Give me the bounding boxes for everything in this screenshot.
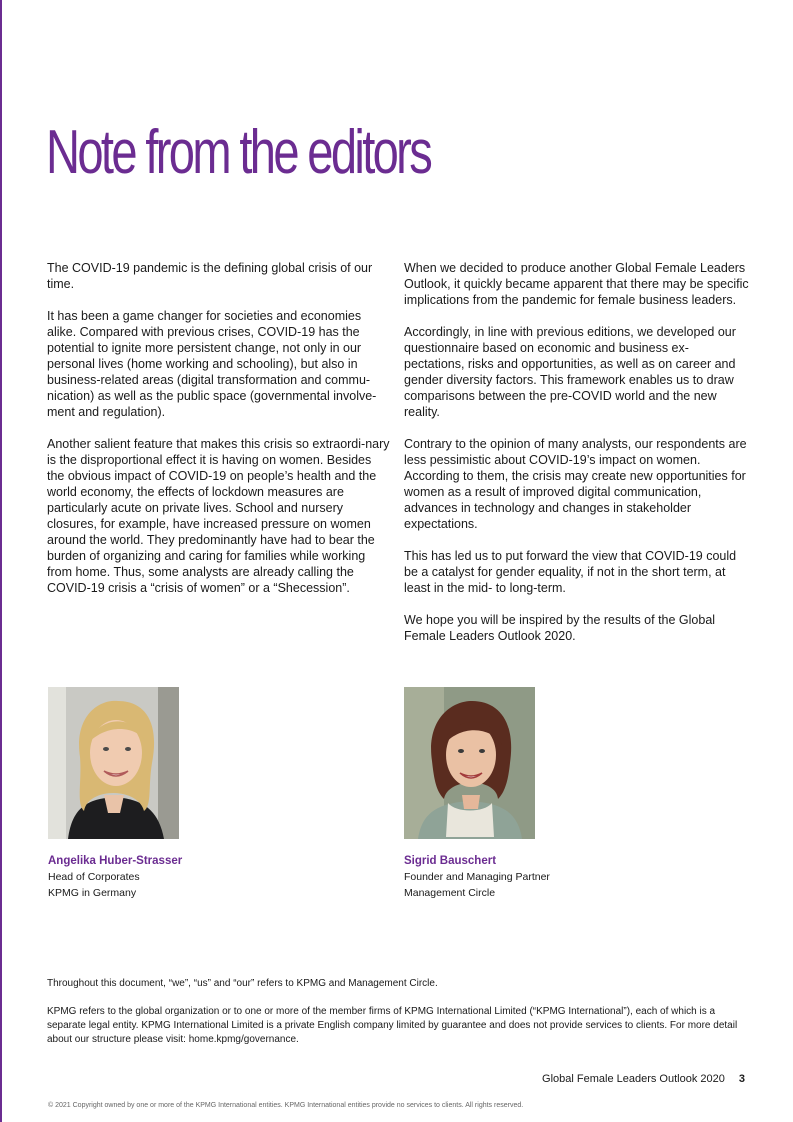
paragraph: The COVID-19 pandemic is the defining global crisis of our time.: [47, 261, 373, 291]
editor-caption: [48, 853, 182, 901]
editor-organization: Management Circle: [404, 887, 496, 899]
left-accent-rule: [0, 0, 2, 1122]
editor-role: Head of Corporates: [48, 871, 140, 883]
paragraph: This has led us to put forward the view that COVID-19 could be a catalyst for gender equality, if not in the short term, at least in the mid- to long-term.: [404, 549, 737, 595]
editor-portrait-photo: [404, 687, 535, 839]
copyright-notice: © 2021 Copyright owned by one or more of the KPMG International entities. KPMG International entities provide no services to clients. All rights reserved.: [48, 1102, 524, 1109]
footnotes: [47, 977, 747, 1061]
editor-caption: [404, 853, 550, 901]
paragraph: Accordingly, in line with previous editions, we developed our questionnaire based on economic and business ex-pectations, risks and opportunities, as well as on career and gender diversity factors. This framework enables us to draw comparisons between the pre-COVID world and the new reality.: [404, 325, 736, 419]
editor-name: Sigrid Bauschert: [404, 855, 497, 867]
page-title: Note from the editors: [46, 118, 431, 187]
footnote: KPMG refers to the global organization or to one or more of the member firms of KPMG International Limited (“KPMG International”), each of which is a separate legal entity. KPMG International Limited is a private English company limited by guarantee and does not provide services to clients. For more detail about our structure please visit: home.kpmg/governance.: [47, 1006, 738, 1045]
paragraph: When we decided to produce another Global Female Leaders Outlook, it quickly became apparent that there may be specific implications from the pandemic for female business leaders.: [404, 261, 749, 307]
page-number: 3: [738, 1073, 745, 1085]
portrait-illustration: [48, 687, 179, 839]
editor-organization: KPMG in Germany: [48, 887, 137, 899]
paragraph: Contrary to the opinion of many analysts, our respondents are less pessimistic about COVID-19’s impact on women. According to them, the crisis may create new opportunities for women as a result of improved digital communication, advances in technology and changes in stakeholder expectations.: [404, 437, 747, 531]
paragraph: It has been a game changer for societies and economies alike. Compared with previous crises, COVID-19 has the potential to ignite more persistent change, not only in our personal lives (home working and schooling), but also in business-related areas (digital transformation and commu-nication) as well as the public space (governmental involve-ment and regulation).: [47, 309, 377, 419]
paragraph: We hope you will be inspired by the results of the Global Female Leaders Outlook 2020.: [404, 613, 716, 643]
right-text-column: [404, 260, 749, 660]
editor-role: Founder and Managing Partner: [404, 871, 550, 883]
left-text-column: [47, 260, 392, 612]
editor-portrait-photo: [48, 687, 179, 839]
footnote: Throughout this document, “we”, “us” and “our” refers to KPMG and Management Circle.: [47, 978, 438, 989]
portrait-illustration: [404, 687, 535, 839]
page-footer: [542, 1073, 745, 1085]
editor-name: Angelika Huber-Strasser: [48, 855, 183, 867]
publication-title: Global Female Leaders Outlook 2020: [542, 1073, 725, 1085]
paragraph: Another salient feature that makes this crisis so extraordi-nary is the disproportional effect it is having on women. Besides the obvious impact of COVID-19 on people’s health and the world economy, the effects of lockdown measures are particularly acute on private lives. School and nursery closures, for example, have increased pressure on women around the world. They predominantly have had to bear the burden of organizing and caring for families while working from home. Thus, some analysts are already calling the COVID-19 crisis a “crisis of women” or a “Shecession”.: [47, 437, 390, 595]
